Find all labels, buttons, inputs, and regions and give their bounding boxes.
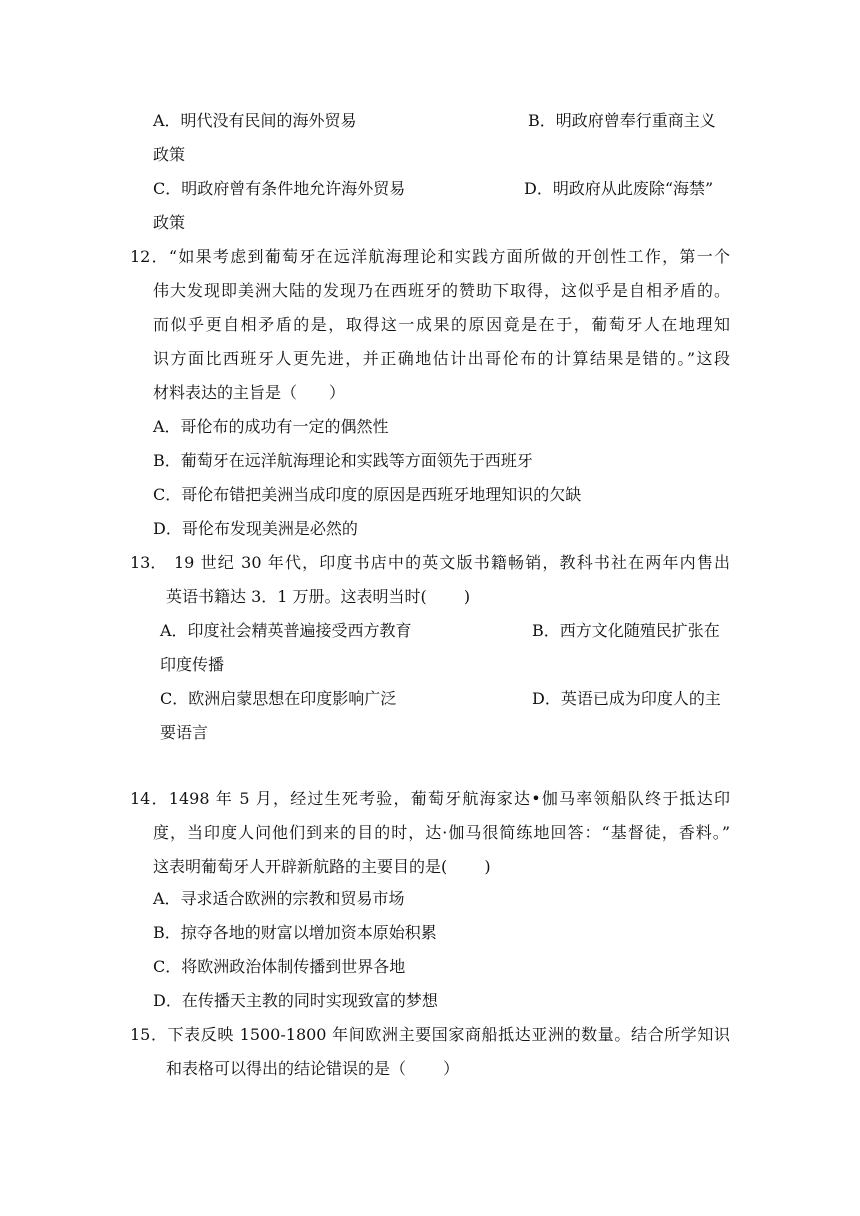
q13-option-a[interactable]: A．印度社会精英普遍接受西方教育: [160, 621, 412, 640]
q12-option-a[interactable]: A．哥伦布的成功有一定的偶然性: [153, 417, 389, 436]
q12-stem-line: 12．“如果考虑到葡萄牙在远洋航海理论和实践方面所做的开创性工作，第一个: [130, 247, 730, 266]
q13-stem-line: 英语书籍达 3．1 万册。这表明当时( ): [166, 587, 471, 606]
q11-option-d-continuation: 政策: [153, 213, 186, 232]
q14-option-b[interactable]: B．掠夺各地的财富以增加资本原始积累: [153, 923, 437, 942]
q13-option-b-continuation: 印度传播: [160, 655, 225, 674]
q11-option-b[interactable]: B．明政府曾奉行重商主义: [528, 111, 716, 130]
q15-stem-line: 15．下表反映 1500-1800 年间欧洲主要国家商船抵达亚洲的数量。结合所学知识: [130, 1025, 730, 1044]
q12-option-c[interactable]: C．哥伦布错把美洲当成印度的原因是西班牙地理知识的欠缺: [153, 485, 582, 504]
q12-stem-line: 而似乎更自相矛盾的是，取得这一成果的原因竟是在于，葡萄牙人在地理知: [153, 315, 730, 334]
q14-stem-line: 14．1498 年 5 月，经过生死考验，葡萄牙航海家达•伽马率领船队终于抵达印: [130, 789, 730, 808]
q11-option-d[interactable]: D．明政府从此废除“海禁”: [524, 179, 714, 198]
q12-stem-line: 伟大发现即美洲大陆的发现乃在西班牙的赞助下取得，这似乎是自相矛盾的。: [153, 281, 730, 300]
q14-stem-line: 这表明葡萄牙人开辟新航路的主要目的是( ): [153, 857, 491, 876]
q12-option-b[interactable]: B．葡萄牙在远洋航海理论和实践等方面领先于西班牙: [153, 451, 533, 470]
q14-option-a[interactable]: A．寻求适合欧洲的宗教和贸易市场: [153, 889, 405, 908]
q12-stem-line: 识方面比西班牙人更先进，并正确地估计出哥伦布的计算结果是错的。”这段: [153, 349, 730, 368]
q13-option-d-continuation: 要语言: [160, 723, 209, 742]
q13-stem-line: 19 世纪 30 年代，印度书店中的英文版书籍畅销，教科书社在两年内售出: [174, 553, 730, 572]
q14-option-c[interactable]: C．将欧洲政治体制传播到世界各地: [153, 957, 406, 976]
q14-option-d[interactable]: D．在传播天主教的同时实现致富的梦想: [153, 991, 438, 1010]
q14-stem-line: 度，当印度人问他们到来的目的时，达·伽马很简练地回答：“基督徒，香料。”: [153, 823, 730, 842]
q11-option-a[interactable]: A．明代没有民间的海外贸易: [153, 111, 357, 130]
q13-option-d[interactable]: D．英语已成为印度人的主: [532, 689, 721, 708]
q13-option-b[interactable]: B．西方文化随殖民扩张在: [532, 621, 720, 640]
q12-stem-line: 材料表达的主旨是（ ）: [153, 383, 346, 402]
q13-number: 13．: [130, 553, 167, 572]
q11-option-c[interactable]: C．明政府曾有条件地允许海外贸易: [153, 179, 406, 198]
q11-option-b-continuation: 政策: [153, 145, 186, 164]
q12-option-d[interactable]: D．哥伦布发现美洲是必然的: [153, 519, 358, 538]
q15-stem-line: 和表格可以得出的结论错误的是（ ）: [166, 1059, 460, 1078]
q13-option-c[interactable]: C．欧洲启蒙思想在印度影响广泛: [160, 689, 397, 708]
